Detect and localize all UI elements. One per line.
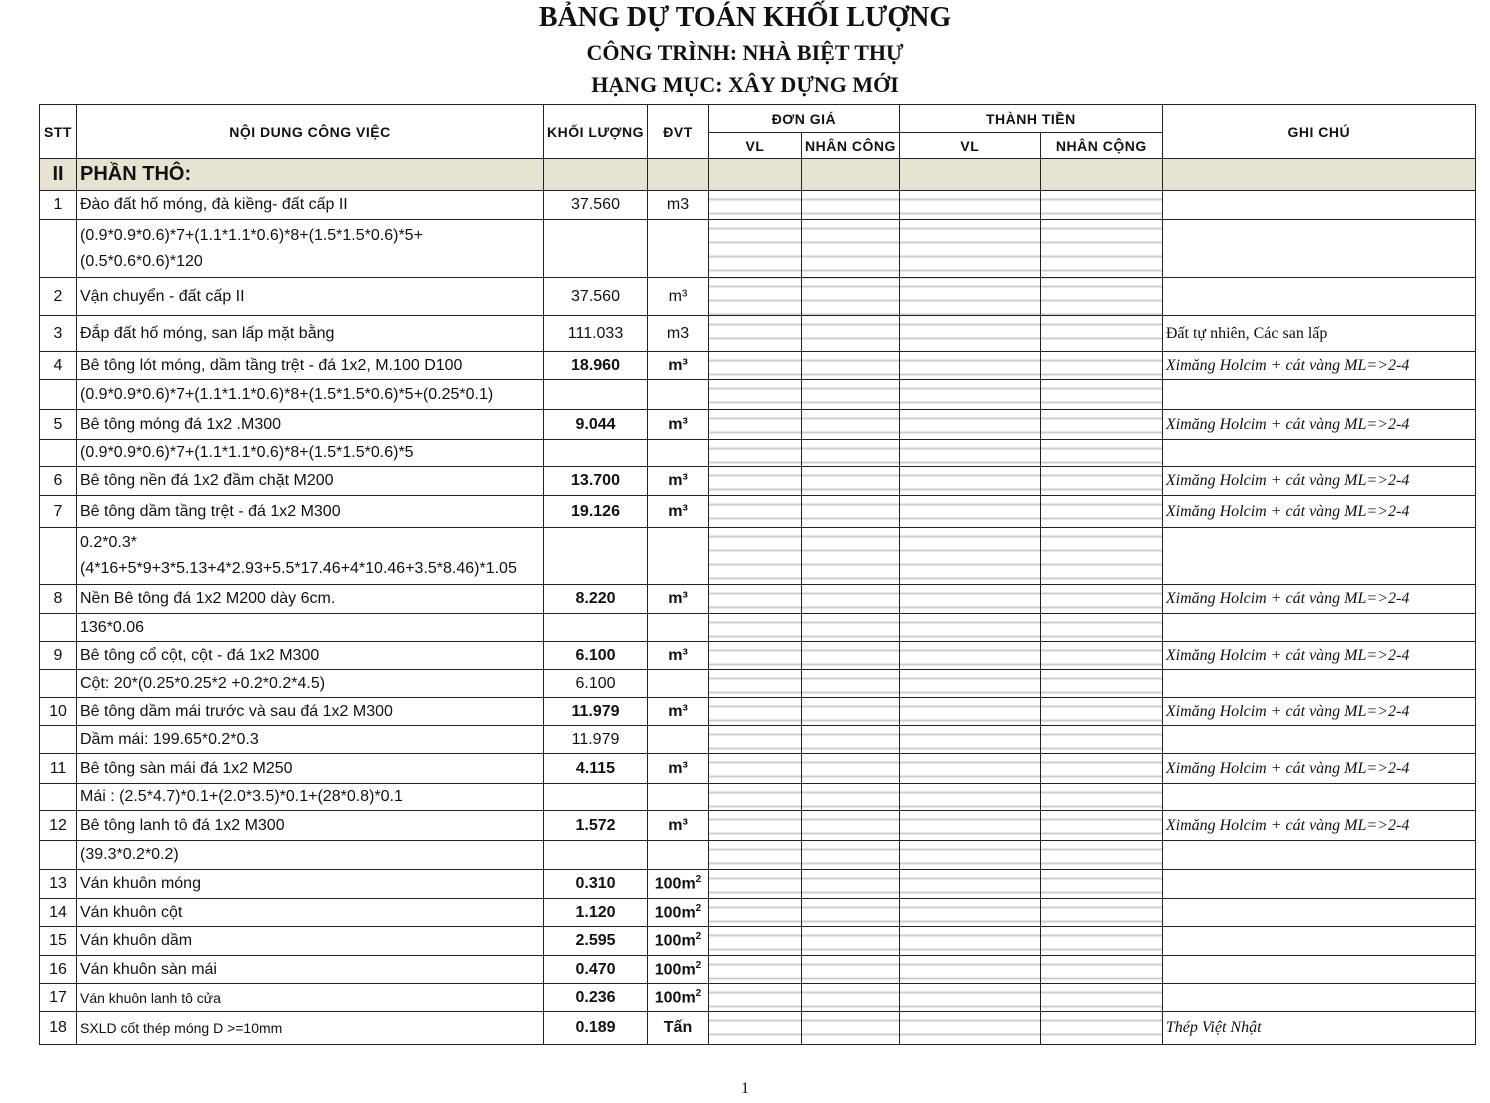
- redacted-amount: [1040, 467, 1162, 496]
- row-content: Dầm mái: 199.65*0.2*0.3: [77, 726, 544, 754]
- redacted-amount: [709, 614, 802, 642]
- redacted-amount: [899, 220, 1040, 278]
- header-total-vl: VL: [899, 133, 1040, 159]
- row-content: Ván khuôn cột: [77, 899, 544, 927]
- row-stt: [40, 614, 77, 642]
- row-note: [1162, 528, 1475, 585]
- redacted-amount: [802, 698, 900, 726]
- table-row: [40, 956, 1476, 984]
- row-content: Bê tông móng đá 1x2 .M300: [77, 410, 544, 440]
- document-title: BẢNG DỰ TOÁN KHỐI LƯỢNG: [538, 2, 952, 33]
- redacted-amount: [709, 984, 802, 1012]
- table-row: [40, 841, 1476, 870]
- redacted-amount: [802, 642, 900, 670]
- redacted-amount: [802, 899, 900, 927]
- redacted-amount: [899, 352, 1040, 380]
- redacted-amount: [802, 496, 900, 528]
- row-quantity: [544, 440, 648, 467]
- row-content: Ván khuôn dầm: [77, 927, 544, 956]
- redacted-amount: [899, 585, 1040, 614]
- redacted-amount: [1040, 984, 1162, 1012]
- row-note: [1162, 380, 1475, 410]
- row-unit: [648, 220, 709, 278]
- row-content: (0.9*0.9*0.6)*7+(1.1*1.1*0.6)*8+(1.5*1.5*0.6)*5+(0.5*0.6*0.6)*120: [77, 220, 544, 278]
- row-quantity: [544, 841, 648, 870]
- table-row: [40, 440, 1476, 467]
- redacted-amount: [1040, 1012, 1162, 1045]
- row-stt: [40, 380, 77, 410]
- row-content: 136*0.06: [77, 614, 544, 642]
- table-row: [40, 1012, 1476, 1045]
- redacted-amount: [1040, 754, 1162, 784]
- redacted-amount: [709, 841, 802, 870]
- row-stt: [40, 220, 77, 278]
- redacted-amount: [802, 410, 900, 440]
- redacted-amount: [1040, 870, 1162, 899]
- estimate-table: [39, 104, 1476, 1045]
- redacted-amount: [899, 642, 1040, 670]
- redacted-amount: [1040, 899, 1162, 927]
- redacted-amount: [709, 316, 802, 352]
- row-stt: [40, 440, 77, 467]
- redacted-amount: [1040, 698, 1162, 726]
- redacted-amount: [1040, 927, 1162, 956]
- redacted-amount: [899, 467, 1040, 496]
- row-content: Bê tông dầm tầng trệt - đá 1x2 M300: [77, 496, 544, 528]
- row-quantity: 37.560: [544, 278, 648, 316]
- redacted-amount: [899, 927, 1040, 956]
- row-unit: Tấn: [648, 1012, 709, 1045]
- row-content: Bê tông nền đá 1x2 đầm chặt M200: [77, 467, 544, 496]
- row-unit: m³: [648, 811, 709, 841]
- redacted-amount: [1040, 410, 1162, 440]
- redacted-amount: [802, 956, 900, 984]
- redacted-amount: [1040, 380, 1162, 410]
- row-content: (39.3*0.2*0.2): [77, 841, 544, 870]
- redacted-amount: [802, 585, 900, 614]
- redacted-amount: [709, 754, 802, 784]
- header-unit: ĐVT: [648, 105, 709, 159]
- redacted-amount: [709, 380, 802, 410]
- row-content: Nền Bê tông đá 1x2 M200 dày 6cm.: [77, 585, 544, 614]
- header-unit-price-labor: NHÂN CÔNG: [802, 133, 900, 159]
- redacted-amount: [709, 528, 802, 585]
- row-unit: m³: [648, 352, 709, 380]
- row-note: [1162, 440, 1475, 467]
- redacted-amount: [899, 278, 1040, 316]
- row-unit: $100m^2$: [648, 927, 709, 956]
- redacted-amount: [802, 440, 900, 467]
- redacted-amount: [802, 927, 900, 956]
- row-quantity: 4.115: [544, 754, 648, 784]
- header-content: NỘI DUNG CÔNG VIỆC: [77, 105, 544, 159]
- row-quantity: 111.033: [544, 316, 648, 352]
- redacted-amount: [899, 784, 1040, 811]
- redacted-amount: [709, 899, 802, 927]
- row-quantity: 6.100: [544, 642, 648, 670]
- header-note: GHI CHÚ: [1162, 105, 1475, 159]
- row-stt: [40, 670, 77, 698]
- redacted-amount: [802, 278, 900, 316]
- row-stt: 15: [40, 927, 77, 956]
- project-name: CÔNG TRÌNH: NHÀ BIỆT THỰ: [586, 40, 904, 65]
- redacted-amount: [899, 698, 1040, 726]
- redacted-amount: [1040, 440, 1162, 467]
- row-stt: [40, 726, 77, 754]
- redacted-amount: [1040, 220, 1162, 278]
- row-content: Bê tông lanh tô đá 1x2 M300: [77, 811, 544, 841]
- row-content: SXLD cốt thép móng D >=10mm: [77, 1012, 544, 1045]
- row-unit: m³: [648, 642, 709, 670]
- header-quantity: KHỐI LƯỢNG: [544, 105, 648, 159]
- redacted-amount: [802, 811, 900, 841]
- row-quantity: 0.189: [544, 1012, 648, 1045]
- redacted-amount: [899, 380, 1040, 410]
- redacted-amount: [1040, 614, 1162, 642]
- row-note: [1162, 670, 1475, 698]
- row-stt: 8: [40, 585, 77, 614]
- row-note: [1162, 220, 1475, 278]
- row-content: Ván khuôn sàn mái: [77, 956, 544, 984]
- redacted-amount: [899, 410, 1040, 440]
- row-note: Ximăng Holcim + cát vàng ML=>2-4: [1162, 698, 1475, 726]
- redacted-amount: [802, 220, 900, 278]
- row-unit: m³: [648, 754, 709, 784]
- row-content: (0.9*0.9*0.6)*7+(1.1*1.1*0.6)*8+(1.5*1.5*0.6)*5: [77, 440, 544, 467]
- row-unit: m³: [648, 698, 709, 726]
- section-label: PHẦN THÔ:: [77, 159, 544, 191]
- row-content: 0.2*0.3*(4*16+5*9+3*5.13+4*2.93+5.5*17.46+4*10.46+3.5*8.46)*1.05: [77, 528, 544, 585]
- redacted-amount: [709, 220, 802, 278]
- table-row: [40, 380, 1476, 410]
- redacted-amount: [899, 670, 1040, 698]
- row-stt: 7: [40, 496, 77, 528]
- redacted-amount: [709, 440, 802, 467]
- row-quantity: [544, 614, 648, 642]
- row-note: [1162, 614, 1475, 642]
- redacted-amount: [899, 754, 1040, 784]
- redacted-amount: [709, 670, 802, 698]
- table-row: [40, 352, 1476, 380]
- redacted-amount: [899, 841, 1040, 870]
- row-note: [1162, 984, 1475, 1012]
- redacted-amount: [709, 642, 802, 670]
- table-row: [40, 191, 1476, 220]
- section-stt: II: [40, 159, 77, 191]
- row-note: Ximăng Holcim + cát vàng ML=>2-4: [1162, 496, 1475, 528]
- redacted-amount: [802, 726, 900, 754]
- header-total: THÀNH TIỀN: [899, 105, 1162, 133]
- redacted-amount: [709, 811, 802, 841]
- redacted-amount: [899, 528, 1040, 585]
- row-quantity: 0.310: [544, 870, 648, 899]
- row-content: Đào đất hố móng, đà kiềng- đất cấp II: [77, 191, 544, 220]
- table-row: [40, 528, 1476, 585]
- redacted-amount: [899, 316, 1040, 352]
- row-note: [1162, 956, 1475, 984]
- row-note: [1162, 726, 1475, 754]
- row-content: Bê tông lót móng, dầm tầng trệt - đá 1x2, M.100 D100: [77, 352, 544, 380]
- row-stt: [40, 784, 77, 811]
- row-quantity: 11.979: [544, 726, 648, 754]
- redacted-amount: [1040, 191, 1162, 220]
- table-row: [40, 316, 1476, 352]
- row-note: [1162, 841, 1475, 870]
- redacted-amount: [709, 956, 802, 984]
- redacted-amount: [802, 316, 900, 352]
- redacted-amount: [1040, 585, 1162, 614]
- redacted-amount: [899, 1012, 1040, 1045]
- row-note: Ximăng Holcim + cát vàng ML=>2-4: [1162, 467, 1475, 496]
- row-unit: [648, 784, 709, 811]
- row-quantity: 0.236: [544, 984, 648, 1012]
- row-quantity: 9.044: [544, 410, 648, 440]
- row-note: [1162, 191, 1475, 220]
- redacted-amount: [899, 956, 1040, 984]
- row-stt: 13: [40, 870, 77, 899]
- row-note: Ximăng Holcim + cát vàng ML=>2-4: [1162, 352, 1475, 380]
- table-row: [40, 698, 1476, 726]
- table-row: [40, 670, 1476, 698]
- row-quantity: [544, 380, 648, 410]
- row-stt: 9: [40, 642, 77, 670]
- redacted-amount: [709, 784, 802, 811]
- work-category: HẠNG MỤC: XÂY DỰNG MỚI: [591, 72, 899, 97]
- redacted-amount: [1040, 670, 1162, 698]
- section-row: [40, 159, 1476, 191]
- table-row: [40, 784, 1476, 811]
- page-number: 1: [741, 1080, 749, 1097]
- row-quantity: 1.572: [544, 811, 648, 841]
- table-row: [40, 870, 1476, 899]
- table-row: [40, 754, 1476, 784]
- row-note: [1162, 927, 1475, 956]
- row-unit: $100m^2$: [648, 956, 709, 984]
- row-note: Thép Việt Nhật: [1162, 1012, 1475, 1045]
- row-quantity: 2.595: [544, 927, 648, 956]
- row-stt: 2: [40, 278, 77, 316]
- redacted-amount: [709, 585, 802, 614]
- table-row: [40, 278, 1476, 316]
- row-quantity: [544, 220, 648, 278]
- header-unit-price-vl: VL: [709, 133, 802, 159]
- table-row: [40, 811, 1476, 841]
- redacted-amount: [802, 614, 900, 642]
- row-quantity: 0.470: [544, 956, 648, 984]
- row-note: Ximăng Holcim + cát vàng ML=>2-4: [1162, 642, 1475, 670]
- redacted-amount: [709, 467, 802, 496]
- header-unit-price: ĐƠN GIÁ: [709, 105, 900, 133]
- row-stt: 5: [40, 410, 77, 440]
- redacted-amount: [802, 984, 900, 1012]
- redacted-amount: [709, 191, 802, 220]
- row-quantity: 18.960: [544, 352, 648, 380]
- redacted-amount: [1040, 956, 1162, 984]
- redacted-amount: [899, 726, 1040, 754]
- redacted-amount: [1040, 352, 1162, 380]
- row-unit: [648, 726, 709, 754]
- redacted-amount: [802, 670, 900, 698]
- redacted-amount: [709, 927, 802, 956]
- table-row: [40, 220, 1476, 278]
- row-quantity: 13.700: [544, 467, 648, 496]
- redacted-amount: [709, 870, 802, 899]
- table-row: [40, 410, 1476, 440]
- redacted-amount: [1040, 784, 1162, 811]
- redacted-amount: [1040, 841, 1162, 870]
- row-quantity: 19.126: [544, 496, 648, 528]
- row-quantity: 11.979: [544, 698, 648, 726]
- table-row: [40, 614, 1476, 642]
- redacted-amount: [709, 726, 802, 754]
- row-unit: [648, 614, 709, 642]
- row-content: Vận chuyển - đất cấp II: [77, 278, 544, 316]
- redacted-amount: [802, 467, 900, 496]
- row-content: (0.9*0.9*0.6)*7+(1.1*1.1*0.6)*8+(1.5*1.5*0.6)*5+(0.25*0.1): [77, 380, 544, 410]
- redacted-amount: [899, 614, 1040, 642]
- redacted-amount: [802, 841, 900, 870]
- row-stt: 6: [40, 467, 77, 496]
- header-stt: STT: [40, 105, 77, 159]
- row-unit: m³: [648, 278, 709, 316]
- row-note: [1162, 784, 1475, 811]
- row-stt: 3: [40, 316, 77, 352]
- row-quantity: 1.120: [544, 899, 648, 927]
- row-content: Ván khuôn lanh tô cửa: [77, 984, 544, 1012]
- redacted-amount: [1040, 811, 1162, 841]
- redacted-amount: [802, 870, 900, 899]
- row-note: [1162, 870, 1475, 899]
- row-content: Đắp đất hố móng, san lấp mặt bằng: [77, 316, 544, 352]
- redacted-amount: [899, 811, 1040, 841]
- row-content: Ván khuôn móng: [77, 870, 544, 899]
- redacted-amount: [802, 784, 900, 811]
- row-stt: 17: [40, 984, 77, 1012]
- row-unit: m3: [648, 316, 709, 352]
- redacted-amount: [899, 870, 1040, 899]
- row-stt: 1: [40, 191, 77, 220]
- row-note: Đất tự nhiên, Các san lấp: [1162, 316, 1475, 352]
- redacted-amount: [709, 1012, 802, 1045]
- redacted-amount: [802, 1012, 900, 1045]
- row-unit: m³: [648, 496, 709, 528]
- row-quantity: [544, 784, 648, 811]
- redacted-amount: [709, 410, 802, 440]
- row-note: [1162, 899, 1475, 927]
- redacted-amount: [899, 496, 1040, 528]
- row-stt: 11: [40, 754, 77, 784]
- redacted-amount: [1040, 642, 1162, 670]
- row-unit: [648, 841, 709, 870]
- redacted-amount: [802, 754, 900, 784]
- row-unit: m3: [648, 191, 709, 220]
- row-unit: m³: [648, 410, 709, 440]
- row-quantity: 8.220: [544, 585, 648, 614]
- row-note: Ximăng Holcim + cát vàng ML=>2-4: [1162, 754, 1475, 784]
- row-stt: 10: [40, 698, 77, 726]
- redacted-amount: [802, 352, 900, 380]
- table-row: [40, 642, 1476, 670]
- redacted-amount: [1040, 496, 1162, 528]
- row-stt: 12: [40, 811, 77, 841]
- row-stt: [40, 528, 77, 585]
- table-row: [40, 899, 1476, 927]
- row-content: Bê tông sàn mái đá 1x2 M250: [77, 754, 544, 784]
- row-content: Bê tông cổ cột, cột - đá 1x2 M300: [77, 642, 544, 670]
- row-stt: 14: [40, 899, 77, 927]
- redacted-amount: [899, 191, 1040, 220]
- row-quantity: 6.100: [544, 670, 648, 698]
- row-unit: [648, 670, 709, 698]
- row-stt: 18: [40, 1012, 77, 1045]
- row-unit: [648, 440, 709, 467]
- redacted-amount: [899, 899, 1040, 927]
- row-unit: [648, 528, 709, 585]
- row-content: Mái : (2.5*4.7)*0.1+(2.0*3.5)*0.1+(28*0.8)*0.1: [77, 784, 544, 811]
- header-total-labor: NHÂN CỘNG: [1040, 133, 1162, 159]
- row-note: Ximăng Holcim + cát vàng ML=>2-4: [1162, 410, 1475, 440]
- row-unit: m³: [648, 467, 709, 496]
- redacted-amount: [709, 352, 802, 380]
- table-row: [40, 496, 1476, 528]
- redacted-amount: [802, 380, 900, 410]
- row-quantity: [544, 528, 648, 585]
- redacted-amount: [1040, 528, 1162, 585]
- redacted-amount: [802, 191, 900, 220]
- row-unit: m³: [648, 585, 709, 614]
- redacted-amount: [802, 528, 900, 585]
- row-unit: $100m^2$: [648, 899, 709, 927]
- row-unit: [648, 380, 709, 410]
- row-quantity: 37.560: [544, 191, 648, 220]
- redacted-amount: [1040, 316, 1162, 352]
- redacted-amount: [899, 440, 1040, 467]
- redacted-amount: [709, 278, 802, 316]
- row-stt: 16: [40, 956, 77, 984]
- row-stt: 4: [40, 352, 77, 380]
- row-note: [1162, 278, 1475, 316]
- table-row: [40, 467, 1476, 496]
- redacted-amount: [899, 984, 1040, 1012]
- redacted-amount: [1040, 726, 1162, 754]
- row-unit: $100m^2$: [648, 984, 709, 1012]
- table-row: [40, 726, 1476, 754]
- table-row: [40, 984, 1476, 1012]
- redacted-amount: [709, 698, 802, 726]
- row-note: Ximăng Holcim + cát vàng ML=>2-4: [1162, 811, 1475, 841]
- table-row: [40, 585, 1476, 614]
- row-unit: $100m^2$: [648, 870, 709, 899]
- redacted-amount: [1040, 278, 1162, 316]
- row-stt: [40, 841, 77, 870]
- table-row: [40, 927, 1476, 956]
- row-content: Bê tông dầm mái trước và sau đá 1x2 M300: [77, 698, 544, 726]
- row-content: Cột: 20*(0.25*0.25*2 +0.2*0.2*4.5): [77, 670, 544, 698]
- redacted-amount: [709, 496, 802, 528]
- header-row-1: [40, 105, 1476, 133]
- row-note: Ximăng Holcim + cát vàng ML=>2-4: [1162, 585, 1475, 614]
